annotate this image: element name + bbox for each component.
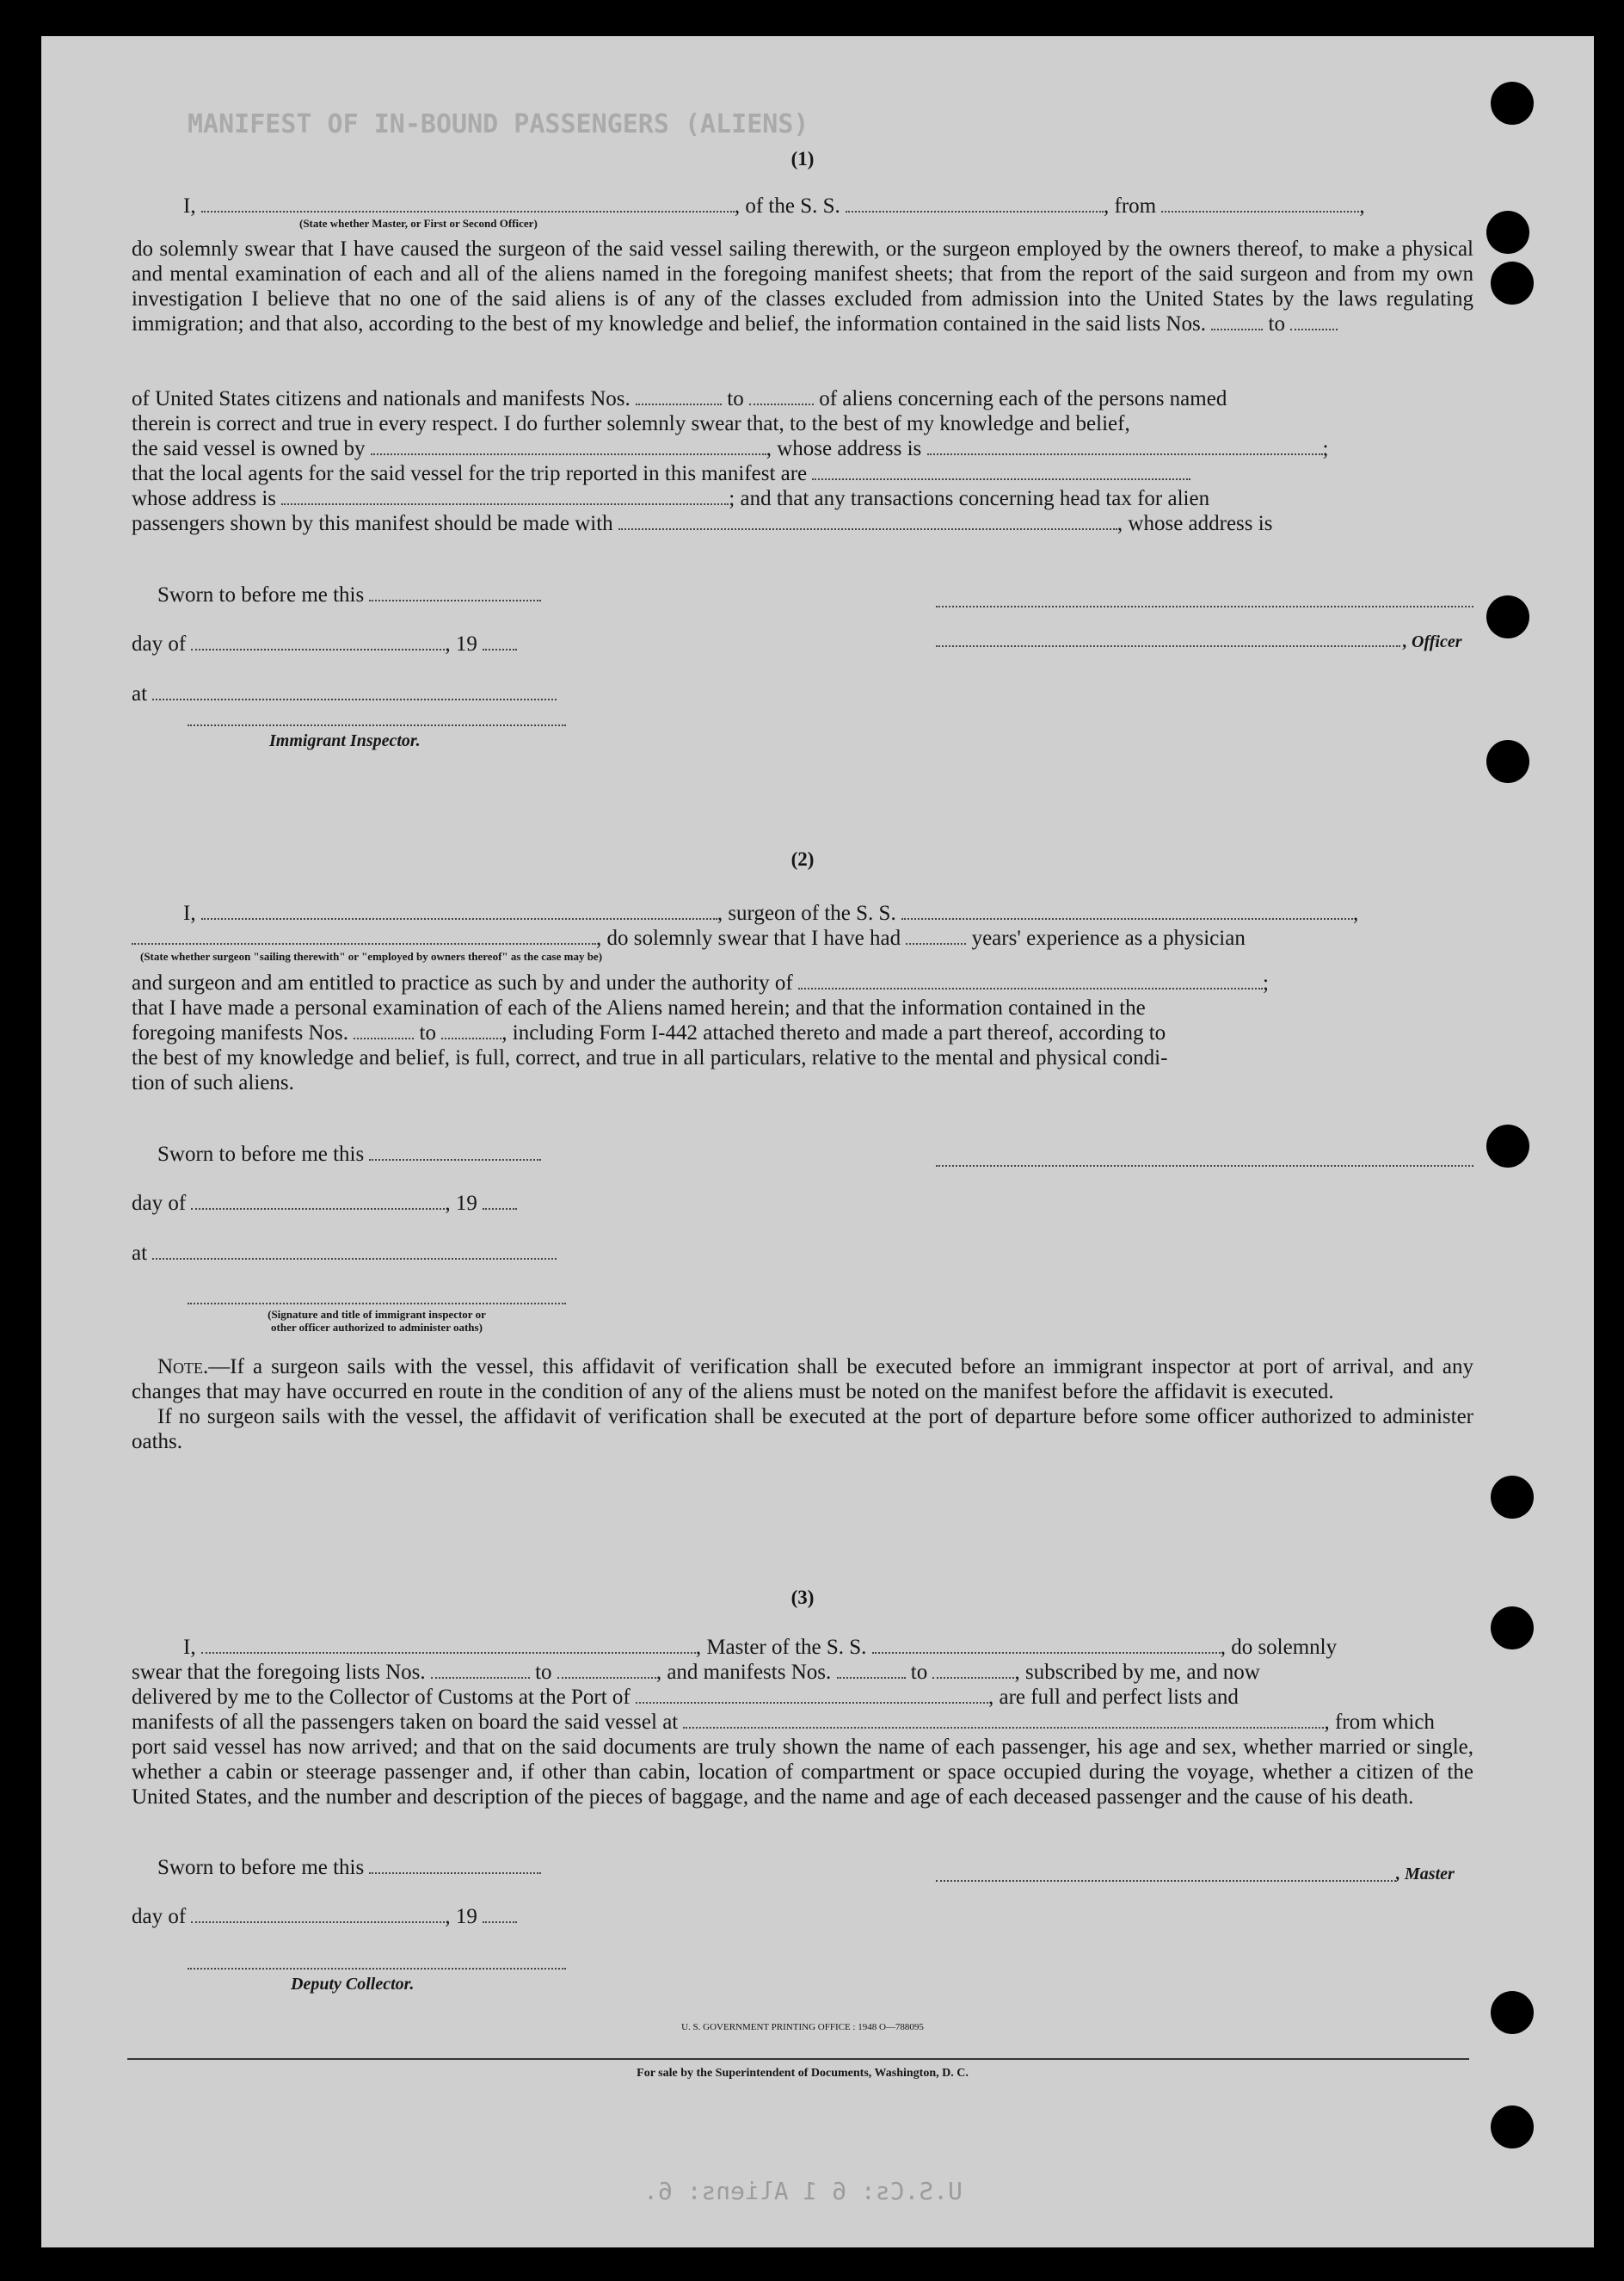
section-1-line-1: I, , of the S. S. , from , — [132, 194, 1473, 219]
vessel-name-field[interactable] — [846, 194, 1104, 213]
solemnly-swear-text: , do solemnly swear that I have had — [596, 927, 901, 950]
binder-hole — [1491, 1606, 1534, 1649]
whose-address-label: , whose address is — [1116, 512, 1273, 535]
section-2-line-4: that I have made a personal examination of each of the Aliens named herein; and that the information contained in the — [132, 996, 1146, 1020]
surgeon-status-note: (State whether surgeon "sailing therewith" or "employed by owners thereof" as the case may be) — [140, 950, 603, 963]
authority-field[interactable] — [798, 971, 1263, 989]
month-field[interactable] — [191, 632, 445, 650]
manifests-from-field[interactable] — [837, 1660, 906, 1679]
officer-title-note: (State whether Master, or First or Second Officer) — [299, 217, 538, 230]
owner-address-field[interactable] — [927, 436, 1323, 455]
owned-by-text: the said vessel is owned by — [132, 437, 366, 460]
binder-hole — [1491, 2105, 1534, 2148]
day-of-label: day of — [132, 1905, 187, 1928]
collector-text: delivered by me to the Collector of Customs at the Port of — [132, 1686, 631, 1709]
master-ss-label: , Master of the S. S. — [695, 1636, 867, 1659]
section-1-ss-label: , of the S. S. — [734, 194, 840, 218]
surgeon-ss-label: , surgeon of the S. S. — [717, 902, 896, 925]
officer-name-line[interactable] — [936, 645, 1400, 647]
alien-manifest-from-field[interactable] — [636, 386, 722, 405]
do-solemnly-text: , do solemnly — [1220, 1636, 1338, 1659]
from-which-text: , from which — [1324, 1711, 1435, 1734]
section-3-line-1 — [132, 1635, 1473, 1660]
master-label: , Master — [1396, 1865, 1455, 1883]
section-3-line-4 — [132, 1710, 1473, 1735]
month-field[interactable] — [191, 1191, 445, 1210]
manifest-form-page — [41, 36, 1594, 2247]
year-field[interactable] — [483, 632, 517, 650]
local-agents-field[interactable] — [812, 461, 1190, 480]
section-1-whose-line — [132, 486, 1473, 511]
sworn-day-field[interactable] — [369, 1855, 541, 1874]
section-1-from-label: , from — [1104, 194, 1157, 218]
aliens-concerning-text: of aliens concerning each of the persons named — [819, 387, 1227, 410]
section-3-line-3 — [132, 1685, 1473, 1710]
port-of-arrival-field[interactable] — [636, 1685, 988, 1704]
gpo-imprint: U. S. GOVERNMENT PRINTING OFFICE : 1948 O—788095 — [681, 2022, 924, 2032]
section-1-number: (1) — [790, 148, 815, 170]
surgeon-vessel-field[interactable] — [901, 901, 1353, 920]
surgeon-status-field[interactable] — [132, 926, 596, 945]
authority-text: and surgeon and am entitled to practice as such by and under the authority of — [132, 971, 793, 995]
section-2-line-6: the best of my knowledge and belief, is full, correct, and true in all particulars, relative to the mental and physical condi- — [132, 1046, 1168, 1070]
binder-hole — [1491, 1991, 1534, 2034]
master-name-field[interactable] — [201, 1635, 696, 1654]
head-tax-text: ; and that any transactions concerning head tax for alien — [729, 487, 1210, 510]
at-label: at — [132, 682, 148, 706]
signature-note — [192, 1308, 562, 1334]
officer-title-field[interactable] — [201, 194, 735, 213]
section-2-line-3: and surgeon and am entitled to practice as such by and under the authority of ; — [132, 971, 1269, 995]
binder-hole — [1486, 740, 1529, 783]
citizens-text: of United States citizens and nationals and manifests Nos. — [132, 387, 631, 410]
binder-hole — [1491, 82, 1534, 125]
section-3-number: (3) — [790, 1587, 815, 1608]
sworn-text: Sworn to before me this — [157, 583, 365, 607]
section-2-i-label: I, — [183, 902, 196, 925]
sworn-day-field[interactable] — [369, 583, 541, 601]
section-2-sworn-line — [132, 1142, 1499, 1167]
citizen-list-to-field[interactable] — [1290, 311, 1338, 330]
departure-port-field[interactable] — [1161, 194, 1359, 213]
binder-hole — [1491, 1476, 1534, 1519]
section-1-i-label: I, — [183, 194, 196, 218]
month-field[interactable] — [191, 1904, 445, 1923]
binder-hole — [1486, 211, 1529, 254]
master-signature-line[interactable] — [936, 1880, 1396, 1882]
manifest-from-field[interactable] — [354, 1020, 414, 1039]
local-agents-text: that the local agents for the said vessel for the trip reported in this manifest are — [132, 462, 808, 485]
note-text: —If a surgeon sails with the vessel, this affidavit of verification shall be executed before an immigrant inspector at port of arrival, and any changes that may have occurred en route in the condition of any of the aliens must be noted on the manifest before the affidavit is executed. — [132, 1355, 1473, 1403]
master-vessel-field[interactable] — [872, 1635, 1221, 1654]
form-i442-text: , including Form I-442 attached thereto and made a part thereof, according to — [501, 1021, 1166, 1045]
footer-rule — [127, 2058, 1469, 2060]
year-prefix: , 19 — [445, 1905, 477, 1928]
section-2-line-1: I, , surgeon of the S. S. , — [132, 901, 1473, 926]
lists-from-field[interactable] — [431, 1660, 530, 1679]
signature-note-line-2: other officer authorized to administer oaths) — [271, 1321, 483, 1334]
section-1-owned-line: the said vessel is owned by , whose address is ; — [132, 437, 1329, 460]
place-field[interactable] — [152, 681, 557, 700]
whose-address-text: , whose address is — [766, 437, 922, 460]
year-field[interactable] — [483, 1191, 517, 1210]
manifests-to-field[interactable] — [932, 1660, 1014, 1679]
section-2-line-7: tion of such aliens. — [132, 1071, 294, 1094]
passengers-text: passengers shown by this manifest should be made with — [132, 512, 613, 535]
section-3-sworn-line — [132, 1855, 1499, 1880]
section-3-i-label: I, — [183, 1636, 196, 1659]
section-1-day-line — [132, 632, 1473, 657]
section-2-line-2 — [132, 926, 1473, 951]
surgeon-name-field[interactable] — [201, 901, 717, 920]
to-label: to — [910, 1661, 928, 1684]
sworn-text: Sworn to before me this — [157, 1143, 365, 1166]
section-1-body-text: do solemnly swear that I have caused the surgeon of the said vessel sailing therewith, or the surgeon employed by the owners thereof, to make a physical and mental examination of each and all of the aliens named in the foregoing manifest sheets; that from the report of the said surgeon and from my own investigation I believe that no one of the said aliens is of any of the classes excluded from admission into the United States by the laws regulating immigration; and that also, according to the best of my knowledge and belief, the information contained in the said lists Nos. — [132, 237, 1473, 336]
to-label: to — [727, 387, 744, 410]
year-prefix: , 19 — [445, 1192, 477, 1215]
deputy-collector-label: Deputy Collector. — [291, 1975, 415, 1994]
sale-notice: For sale by the Superintendent of Documents, Washington, D. C. — [637, 2067, 969, 2080]
port-of-embarkation-field[interactable] — [683, 1710, 1324, 1729]
to-label: to — [419, 1021, 436, 1045]
section-1-sworn-line — [132, 583, 1499, 607]
surgeon-signature-line[interactable] — [936, 1165, 1473, 1167]
foregoing-lists-text: swear that the foregoing lists Nos. — [132, 1661, 426, 1684]
years-experience-field[interactable] — [906, 926, 966, 945]
section-1-agents-line — [132, 461, 1473, 486]
deputy-collector-signature-line[interactable] — [188, 1968, 566, 1970]
section-2-day-line — [132, 1191, 1473, 1216]
whose-address-label: whose address is — [132, 487, 277, 510]
section-1-correct-line: therein is correct and true in every respect. I do further solemnly swear that, to the best of my knowledge and belief, — [132, 412, 1130, 435]
officer-label: , Officer — [1403, 632, 1462, 651]
year-prefix: , 19 — [445, 632, 477, 656]
signature-note-line-1: (Signature and title of immigrant inspector or — [268, 1308, 486, 1321]
agents-address-field[interactable] — [281, 486, 729, 505]
officer-signature-line[interactable] — [936, 606, 1473, 607]
place-field[interactable] — [152, 1241, 557, 1260]
section-2-at-line — [132, 1241, 1473, 1266]
sworn-day-field[interactable] — [369, 1142, 541, 1161]
taken-on-board-text: manifests of all the passengers taken on board the said vessel at — [132, 1711, 679, 1734]
day-of-label: day of — [132, 1192, 187, 1215]
vessel-owner-field[interactable] — [371, 436, 766, 455]
manifests-nos-text: , and manifests Nos. — [655, 1661, 832, 1684]
inspector-signature-line[interactable] — [188, 724, 566, 726]
binder-hole — [1491, 262, 1534, 305]
faint-header-bleed: MANIFEST OF IN-BOUND PASSENGERS (ALIENS) — [188, 109, 809, 139]
manifests-nos-text: foregoing manifests Nos. — [132, 1021, 349, 1045]
note-text-2: If no surgeon sails with the vessel, the affidavit of verification shall be executed at the port of departure before some officer authorized to administer oaths. — [132, 1405, 1473, 1453]
inspector-signature-line[interactable] — [188, 1303, 566, 1304]
at-label: at — [132, 1242, 148, 1265]
section-3-day-line — [132, 1904, 1473, 1929]
manifest-to-field[interactable] — [441, 1020, 501, 1039]
note-label: Note. — [157, 1355, 209, 1378]
section-3-line-2 — [132, 1660, 1473, 1685]
section-1-body — [132, 237, 1473, 336]
years-experience-text: years' experience as a physician — [971, 927, 1246, 950]
subscribed-text: , subscribed by me, and now — [1014, 1661, 1260, 1684]
section-2-line-5 — [132, 1020, 1473, 1045]
to-label: to — [1268, 312, 1285, 336]
section-2-number: (2) — [790, 848, 815, 870]
section-1-passengers-line — [132, 511, 1473, 536]
section-3-body: port said vessel has now arrived; and that on the said documents are truly shown the name of each passenger, his age and sex, whether married or single, whether a cabin or steerage passenger and, if other than cabin, location of compartment or space occupied during the voyage, whether a citizen of the United States, and the number and description of the pieces of baggage, and the name and age of each deceased passenger and the cause of his death. — [132, 1735, 1473, 1809]
lists-to-field[interactable] — [557, 1660, 656, 1679]
full-perfect-text: , are full and perfect lists and — [988, 1686, 1239, 1709]
section-1-at-line — [132, 681, 1473, 706]
citizen-list-from-field[interactable] — [1211, 311, 1263, 330]
day-of-label: day of — [132, 632, 187, 656]
inspector-label: Immigrant Inspector. — [269, 731, 421, 750]
section-1-citizens-line — [132, 386, 1473, 411]
bottom-bleed-text: U.S.Cs: 6 1 Aliens: 6. — [643, 2177, 963, 2205]
sworn-text: Sworn to before me this — [157, 1856, 365, 1879]
to-label: to — [535, 1661, 552, 1684]
alien-manifest-to-field[interactable] — [749, 386, 814, 405]
year-field[interactable] — [483, 1904, 517, 1923]
head-tax-party-field[interactable] — [618, 511, 1117, 530]
section-2-note — [132, 1354, 1473, 1454]
